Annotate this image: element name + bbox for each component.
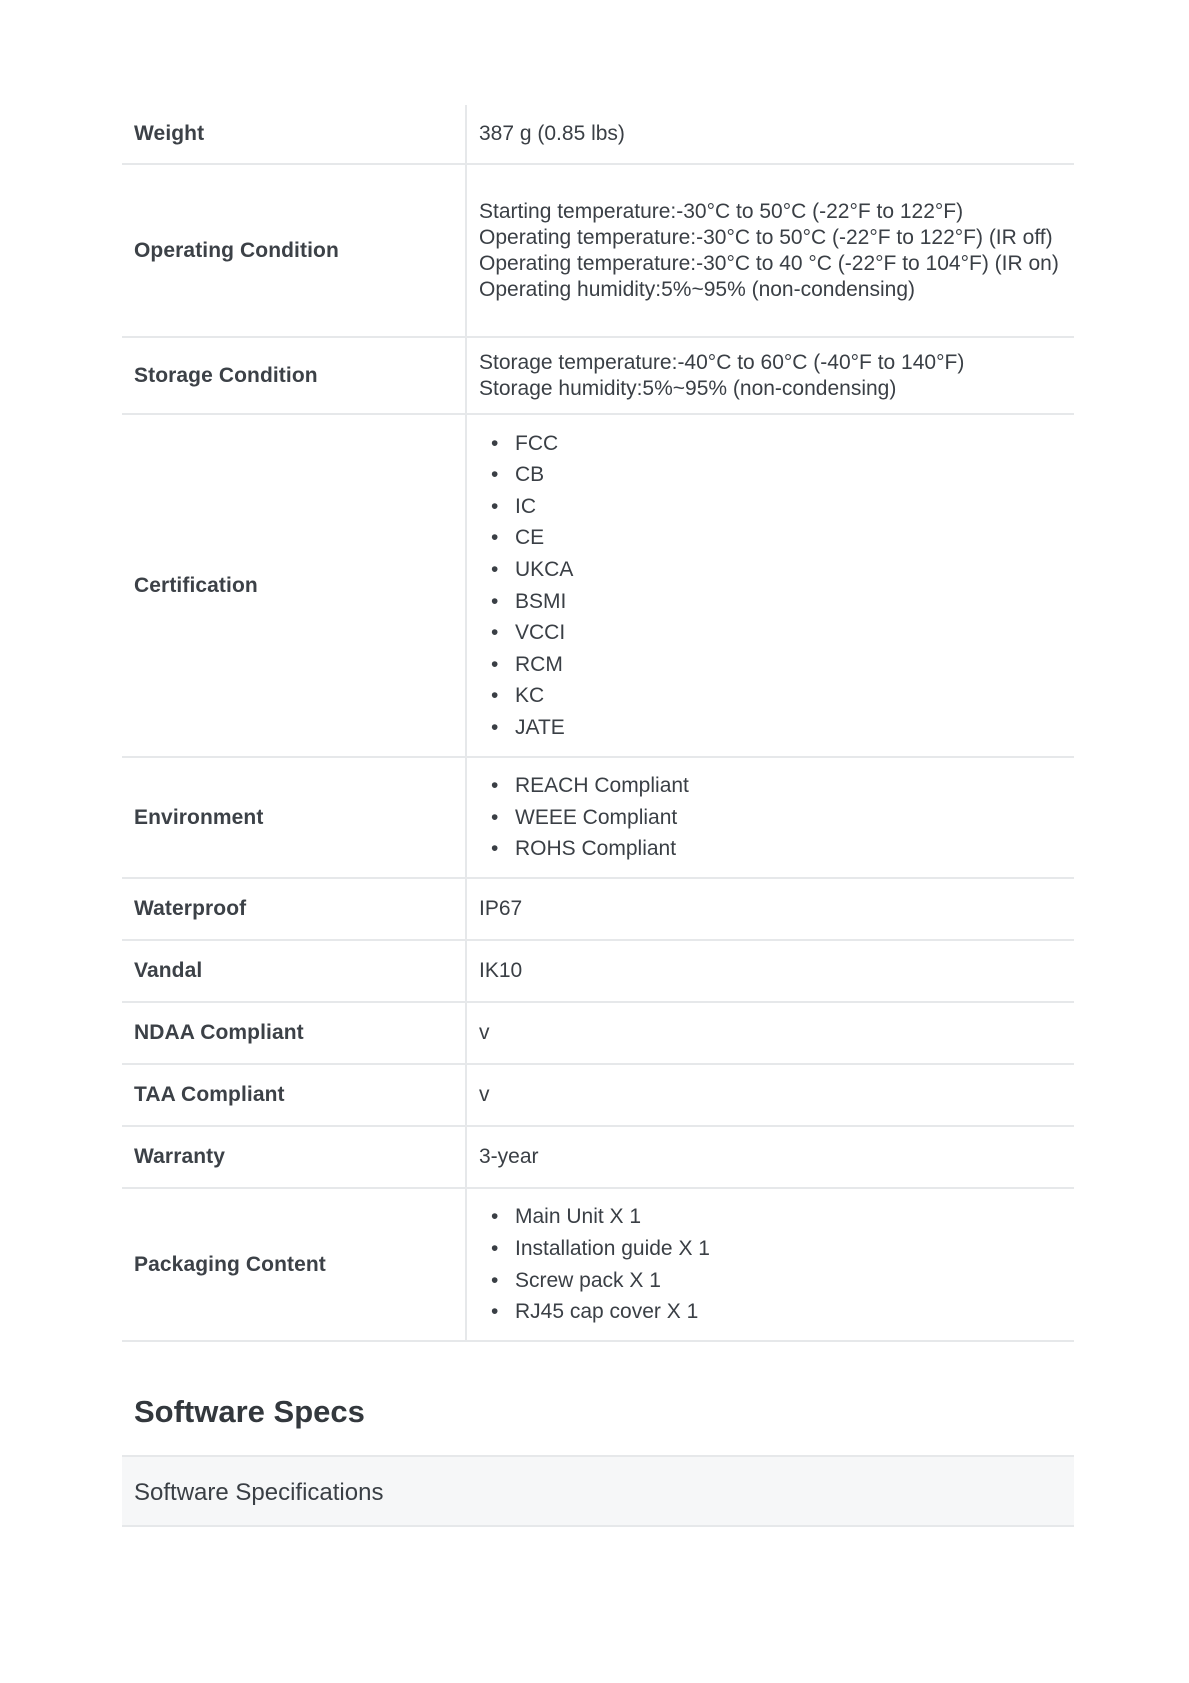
list-item: • VCCI: [479, 617, 1060, 649]
hardware-spec-table: [122, 105, 1074, 1342]
spec-value-list: [466, 164, 1074, 337]
table-row: [122, 337, 1074, 414]
spec-label: Waterproof: [122, 878, 466, 940]
software-spec-section[interactable]: [122, 1455, 1074, 1527]
certification-list: [479, 428, 1060, 744]
section-title: Software Specs: [134, 1394, 365, 1429]
spec-label: Vandal: [122, 940, 466, 1002]
spec-line: Operating temperature:-30°C to 50°C (-22°F to 122°F) (IR off): [479, 225, 1053, 249]
list-item: • WEEE Compliant: [479, 802, 1060, 834]
spec-value: 387 g (0.85 lbs): [466, 105, 1074, 164]
table-row: [122, 940, 1074, 1002]
list-item: • RCM: [479, 649, 1060, 681]
table-row: [122, 1002, 1074, 1064]
spec-value-list: [466, 1188, 1074, 1341]
list-item: • BSMI: [479, 586, 1060, 618]
list-item: • KC: [479, 680, 1060, 712]
table-row: [122, 1064, 1074, 1126]
spec-label: Operating Condition: [122, 164, 466, 337]
spec-line: Operating humidity:5%~95% (non-condensing): [479, 277, 916, 301]
spec-value-list: [466, 337, 1074, 414]
list-item: • REACH Compliant: [479, 770, 1060, 802]
spec-value: 3-year: [466, 1126, 1074, 1188]
spec-label: Warranty: [122, 1126, 466, 1188]
software-spec-label: Software Specifications: [134, 1479, 384, 1506]
table-row: [122, 1126, 1074, 1188]
table-row: [122, 414, 1074, 757]
spec-value: IK10: [466, 940, 1074, 1002]
list-item: • RJ45 cap cover X 1: [479, 1296, 1060, 1328]
spec-label: Storage Condition: [122, 337, 466, 414]
table-row: [122, 105, 1074, 164]
spec-value-list: [466, 757, 1074, 878]
table-row: [122, 1188, 1074, 1341]
list-item: • Installation guide X 1: [479, 1233, 1060, 1265]
spec-value: v: [466, 1002, 1074, 1064]
spec-value: v: [466, 1064, 1074, 1126]
list-item: • Main Unit X 1: [479, 1201, 1060, 1233]
list-item: • FCC: [479, 428, 1060, 460]
list-item: • UKCA: [479, 554, 1060, 586]
spec-line: Starting temperature:-30°C to 50°C (-22°F to 122°F): [479, 199, 964, 223]
spec-line: Storage humidity:5%~95% (non-condensing): [479, 376, 897, 400]
spec-label: NDAA Compliant: [122, 1002, 466, 1064]
packaging-list: [479, 1201, 1060, 1327]
list-item: • Screw pack X 1: [479, 1265, 1060, 1297]
spec-label: Packaging Content: [122, 1188, 466, 1341]
table-row: [122, 878, 1074, 940]
list-item: • IC: [479, 491, 1060, 523]
spec-value: IP67: [466, 878, 1074, 940]
list-item: • CB: [479, 459, 1060, 491]
table-row: [122, 164, 1074, 337]
list-item: • CE: [479, 522, 1060, 554]
spec-label: Environment: [122, 757, 466, 878]
spec-value-list: [466, 414, 1074, 757]
table-row: [122, 757, 1074, 878]
list-item: • ROHS Compliant: [479, 833, 1060, 865]
spec-label: Certification: [122, 414, 466, 757]
spec-label: Weight: [122, 105, 466, 164]
spec-line: Storage temperature:-40°C to 60°C (-40°F to 140°F): [479, 350, 965, 374]
list-item: • JATE: [479, 712, 1060, 744]
environment-list: [479, 770, 1060, 865]
spec-label: TAA Compliant: [122, 1064, 466, 1126]
spec-line: Operating temperature:-30°C to 40 °C (-22°F to 104°F) (IR on): [479, 251, 1059, 275]
